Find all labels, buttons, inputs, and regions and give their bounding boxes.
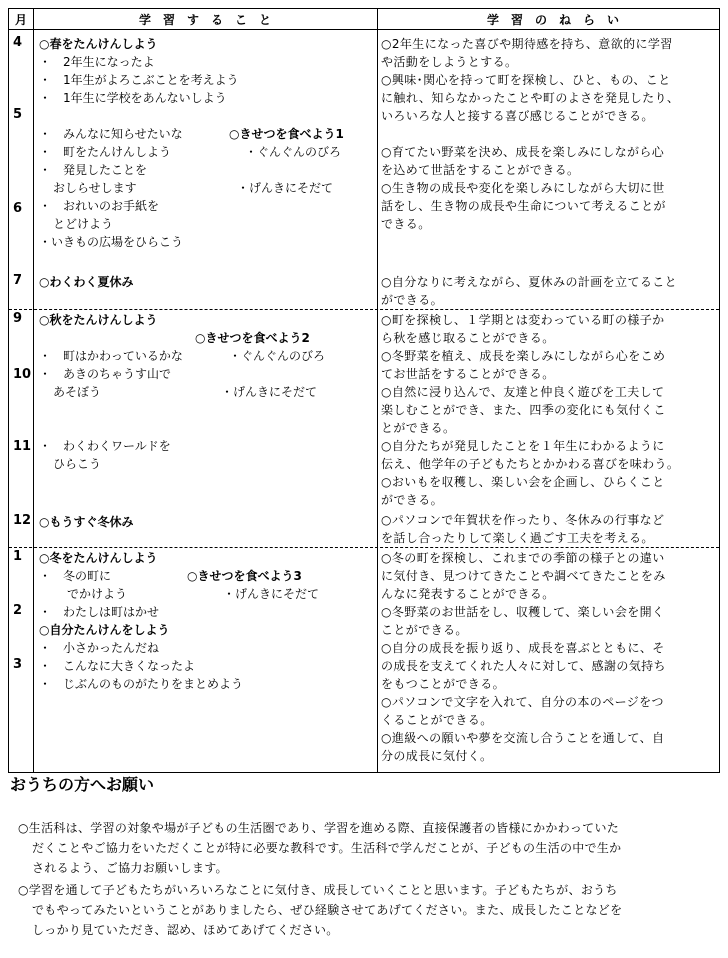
- aim-line: んなに発表することができる。: [381, 587, 555, 601]
- month-label: 4: [13, 35, 23, 50]
- aim-block: [381, 273, 715, 309]
- aim-block: [381, 311, 715, 347]
- activity-item: ・ 2年生になったよ: [39, 55, 155, 69]
- aim-line: や活動をしようとする。: [381, 55, 518, 69]
- activity-item: あそぼう: [53, 385, 102, 399]
- unit-summer: ○わくわく夏休み: [39, 275, 134, 289]
- activity-item: ・ わくわくワールドを: [39, 439, 171, 453]
- activity-item: ・ぐんぐんのびろ: [229, 349, 326, 363]
- aim-line: に触れ、知らなかったことや町のよさを発見したり、: [381, 91, 680, 105]
- aim-block: [381, 729, 715, 765]
- aim-line: できる。: [381, 217, 431, 231]
- aim-line: に気付き、見つけてきたことや調べてきたことをみ: [381, 569, 666, 583]
- aim-line: をもつことができる。: [381, 677, 506, 691]
- aim-line: ○自分の成長を振り返り、成長を喜ぶとともに、そ: [381, 641, 665, 655]
- activity-item: とどけよう: [53, 217, 114, 231]
- aim-block: [381, 383, 715, 437]
- aim-block: [381, 179, 715, 233]
- unit-kisetsu-2: ○きせつを食べよう2: [195, 331, 310, 345]
- month-label: 2: [13, 603, 23, 618]
- month-label: 9: [13, 311, 23, 326]
- aim-block: [381, 437, 715, 473]
- aim-line: を話し合ったりして楽しく過ごす工夫を考える。: [381, 531, 654, 545]
- month-label: 3: [13, 657, 23, 672]
- activity-item: ・ 町はかわっているかな: [39, 349, 183, 363]
- month-label: 5: [13, 107, 23, 122]
- activity-item: ・げんきにそだて: [221, 385, 318, 399]
- aim-block: [381, 473, 715, 509]
- activities-header: 学 習 す る こ と: [139, 13, 272, 27]
- aim-line: ○パソコンで文字を入れて、自分の本のページをつ: [381, 695, 664, 709]
- aim-block: [381, 693, 715, 729]
- aim-line: とができる。: [381, 421, 456, 435]
- request-line: されるよう、ご協力お願いします。: [32, 861, 228, 875]
- term2-divider: [9, 547, 719, 548]
- activity-item: ・ みんなに知らせたいな: [39, 127, 183, 141]
- unit-winter-break: ○もうすぐ冬休み: [39, 515, 134, 529]
- aim-line: ○生き物の成長や変化を楽しみにしながら大切に世: [381, 181, 665, 195]
- aim-line: ○冬野菜のお世話をし、収穫して、楽しい会を開く: [381, 605, 665, 619]
- aims-header: 学 習 の ね ら い: [487, 13, 620, 27]
- aim-line: を込めて世話をすることができる。: [381, 163, 580, 177]
- aim-line: ○冬野菜を植え、成長を楽しみにしながら心をこめ: [381, 349, 666, 363]
- aim-line: ができる。: [381, 293, 444, 307]
- aim-block: [381, 639, 715, 693]
- activity-item: ・ぐんぐんのびろ: [245, 145, 342, 159]
- aim-line: ○自分たちが発見したことを１年生にわかるように: [381, 439, 665, 453]
- unit-self: ○自分たんけんをしよう: [39, 623, 170, 637]
- activity-item: でかけよう: [67, 587, 128, 601]
- month-header: 月: [15, 13, 28, 27]
- aims-column-divider: [377, 9, 378, 772]
- aim-line: ○2年生になった喜びや期待感を持ち、意欲的に学習: [381, 37, 673, 51]
- aim-line: くることができる。: [381, 713, 493, 727]
- request-line: しっかり見ていただき、認め、ほめてあげてください。: [32, 923, 339, 937]
- aim-line: ○育てたい野菜を決め、成長を楽しみにしながら心: [381, 145, 665, 159]
- activity-item: ・ 1年生に学校をあんないしよう: [39, 91, 227, 105]
- header-divider: [9, 29, 719, 30]
- activity-item: おしらせします: [53, 181, 137, 195]
- month-label: 6: [13, 201, 23, 216]
- unit-kisetsu-1: ○きせつを食べよう1: [229, 127, 344, 141]
- aim-line: ○自分なりに考えながら、夏休みの計画を立てること: [381, 275, 678, 289]
- activity-item: ・ あきのちゃうす山で: [39, 367, 172, 381]
- unit-kisetsu-3: ○きせつを食べよう3: [187, 569, 302, 583]
- month-label: 12: [13, 513, 32, 528]
- request-paragraph-1: [18, 818, 718, 878]
- aim-line: ○おいもを収穫し、楽しい会を企画し、ひらくこと: [381, 475, 665, 489]
- aim-line: ができる。: [381, 493, 444, 507]
- unit-winter: ○冬をたんけんしよう: [39, 551, 158, 565]
- request-line: でもやってみたいということがありましたら、ぜひ経験させてあげてください。また、成長したことなどを: [32, 903, 623, 917]
- curriculum-table: [8, 8, 720, 773]
- activity-item: ・ おれいのお手紙を: [39, 199, 160, 213]
- request-line: ○学習を通して子どもたちがいろいろなことに気付き、成長していくことと思います。子どもたちが、おうち: [18, 883, 618, 897]
- aim-line: ○興味･関心を持って町を探検し、ひと、もの、こと: [381, 73, 671, 87]
- aim-line: 伝え、他学年の子どもたちとかかわる喜びを味わう。: [381, 457, 680, 471]
- aim-block: [381, 71, 715, 125]
- aim-line: ら秋を感じ取ることができる。: [381, 331, 555, 345]
- aim-block: [381, 35, 715, 71]
- activity-item: ・げんきにそだて: [237, 181, 334, 195]
- activity-item: ・ じぶんのものがたりをまとめよう: [39, 677, 244, 691]
- month-label: 10: [13, 367, 32, 382]
- activity-item: ・ こんなに大きくなったよ: [39, 659, 196, 673]
- activity-item: ・ 町をたんけんしよう: [39, 145, 172, 159]
- aim-line: てお世話をすることができる。: [381, 367, 555, 381]
- aim-block: [381, 603, 715, 639]
- aim-line: 分の成長に気付く。: [381, 749, 493, 763]
- aim-line: 楽しむことができ、また、四季の変化にも気付くこ: [381, 403, 666, 417]
- unit-autumn: ○秋をたんけんしよう: [39, 313, 158, 327]
- month-label: 1: [13, 549, 23, 564]
- aim-line: 話をし、生き物の成長や生命について考えることが: [381, 199, 666, 213]
- activity-item: ・げんきにそだて: [223, 587, 320, 601]
- activity-item: ・ 1年生がよろこぶことを考えよう: [39, 73, 239, 87]
- activity-item: ・いきもの広場をひらこう: [39, 235, 184, 249]
- aim-line: ○冬の町を探検し、これまでの季節の様子との違い: [381, 551, 665, 565]
- aim-block: [381, 347, 715, 383]
- request-line: だくことやご協力をいただくことが特に必要な教科です。生活科で学んだことが、子どもの生活の中で生か: [32, 841, 622, 855]
- unit-spring: ○春をたんけんしよう: [39, 37, 158, 51]
- aim-block: [381, 143, 715, 179]
- month-label: 7: [13, 273, 23, 288]
- month-label: 11: [13, 439, 32, 454]
- request-line: ○生活科は、学習の対象や場が子どもの生活圏であり、学習を進める際、直接保護者の皆様にかかわっていた: [18, 821, 620, 835]
- aim-line: の成長を支えてくれた人々に対して、感謝の気持ち: [381, 659, 666, 673]
- aim-line: ○町を探検し、１学期とは変わっている町の様子か: [381, 313, 665, 327]
- aim-line: ○進級への願いや夢を交流し合うことを通して、自: [381, 731, 665, 745]
- aim-line: ○自然に浸り込んで、友達と仲良く遊びを工夫して: [381, 385, 665, 399]
- term1-divider: [9, 309, 719, 310]
- request-title: おうちの方へお願い: [10, 775, 155, 794]
- aim-block: [381, 511, 715, 547]
- aim-line: いろいろな人と接する喜び感じることができる。: [381, 109, 654, 123]
- activity-item: ・ わたしは町はかせ: [39, 605, 160, 619]
- aim-block: [381, 549, 715, 603]
- request-paragraph-2: [18, 880, 718, 940]
- aim-line: ことができる。: [381, 623, 468, 637]
- month-column-divider: [33, 9, 34, 772]
- activity-item: ・ 発見したことを: [39, 163, 148, 177]
- activity-item: ・ 冬の町に: [39, 569, 112, 583]
- activity-item: ひらこう: [53, 457, 102, 471]
- aim-line: ○パソコンで年賀状を作ったり、冬休みの行事など: [381, 513, 665, 527]
- activity-item: ・ 小さかったんだね: [39, 641, 160, 655]
